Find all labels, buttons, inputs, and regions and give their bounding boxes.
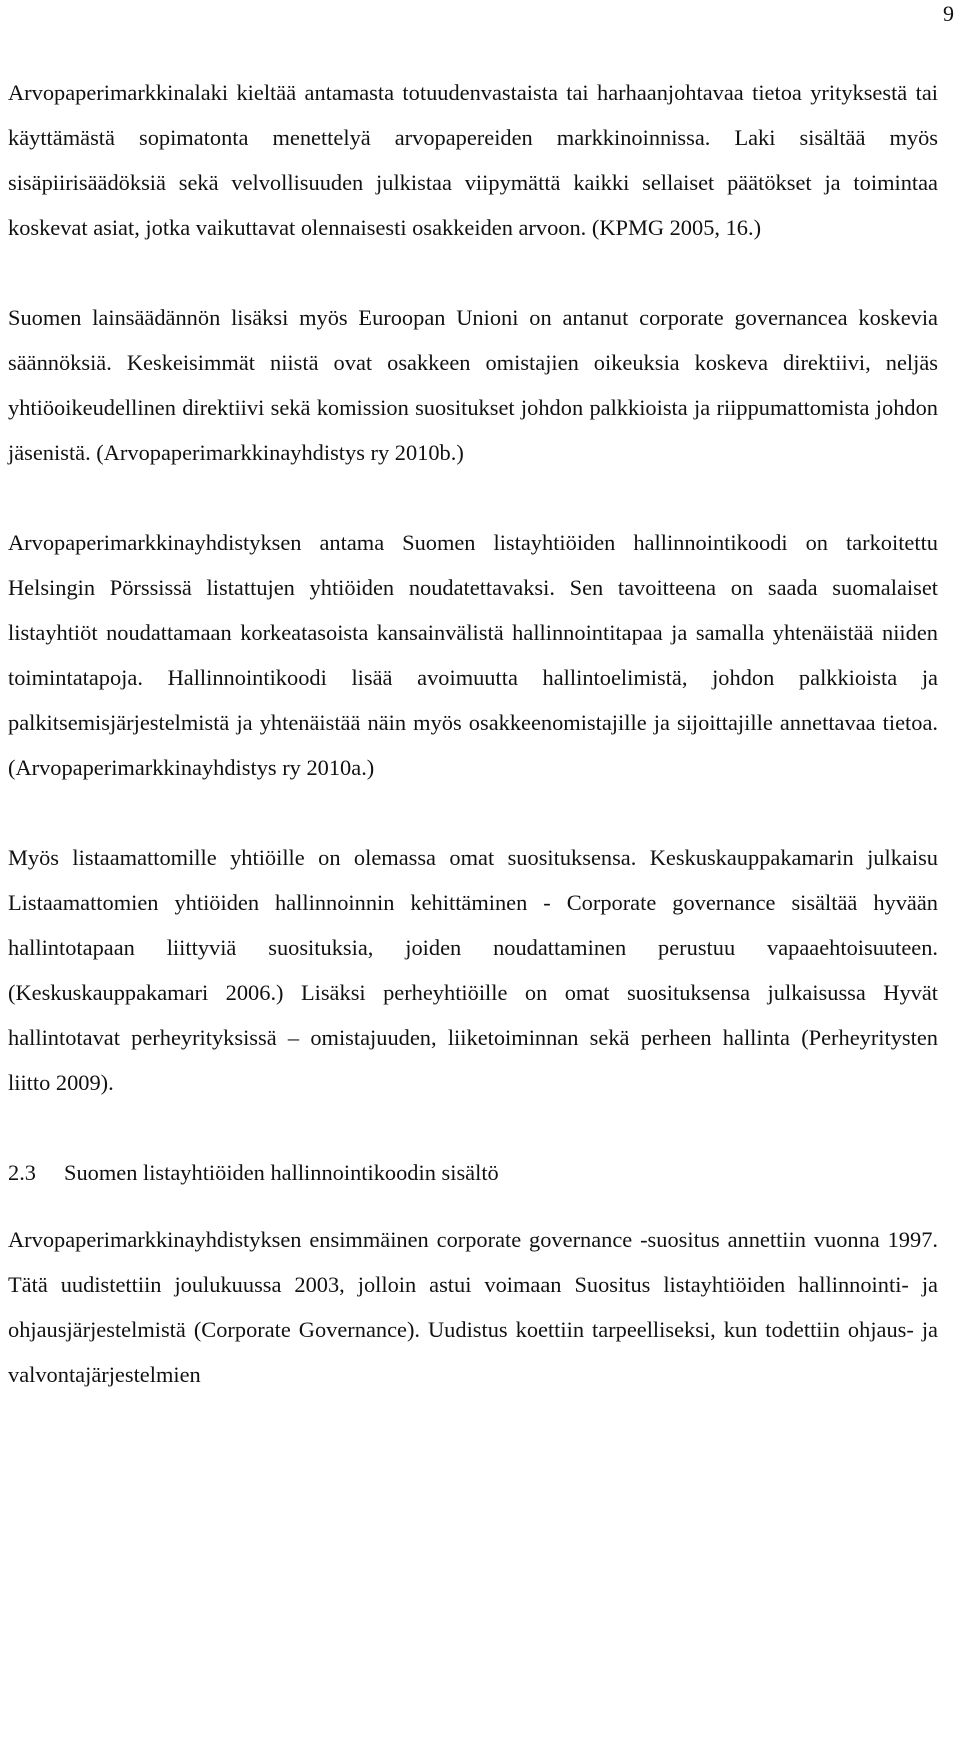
paragraph-section-intro: Arvopaperimarkkinayhdistyksen ensimmäinen corporate governance -suositus annettiin vuonna 1997. Tätä uudistettiin joulukuussa 2003, jolloin astui voimaan Suositus listayhtiöiden hallinnointi- ja ohjausjärjestelmistä (Corporate Governance). Uudistus koettiin tarpeelliseksi, kun todettiin ohjaus- ja valvontajärjestelmien bbox=[8, 1227, 938, 1387]
document-body bbox=[8, 70, 938, 1397]
paragraph-eu-regulations: Suomen lainsäädännön lisäksi myös Euroopan Unioni on antanut corporate governancea koskevia säännöksiä. Keskeisimmät niistä ovat osakkeen omistajien oikeuksia koskeva direktiivi, neljäs yhtiöoikeudellinen direktiivi sekä komission suositukset johdon palkkioista ja riippumattomista johdon jäsenistä. (Arvopaperimarkkinayhdistys ry 2010b.) bbox=[8, 305, 938, 465]
page-number: 9 bbox=[943, 1, 954, 26]
paragraph-governance-code: Arvopaperimarkkinayhdistyksen antama Suomen listayhtiöiden hallinnointikoodi on tarkoitettu Helsingin Pörssissä listattujen yhtiöiden noudatettavaksi. Sen tavoitteena on saada suomalaiset listayhtiöt noudattamaan korkeatasoista kansainvälistä hallinnointitapaa ja samalla yhtenäistää niiden toimintatapoja. Hallinnointikoodi lisää avoimuutta hallintoelimistä, johdon palkkioista ja palkitsemisjärjestelmistä ja yhtenäistää näin myös osakkeenomistajille ja sijoittajille annettavaa tietoa. (Arvopaperimarkkinayhdistys ry 2010a.) bbox=[8, 530, 938, 780]
section-number: 2.3 bbox=[8, 1160, 36, 1185]
section-title: Suomen listayhtiöiden hallinnointikoodin sisältö bbox=[64, 1160, 499, 1185]
paragraph-securities-market-act: Arvopaperimarkkinalaki kieltää antamasta totuudenvastaista tai harhaanjohtavaa tietoa yrityksestä tai käyttämästä sopimatonta menettelyä arvopapereiden markkinoinnissa. Laki sisältää myös sisäpiirisäädöksiä sekä velvollisuuden julkistaa viipymättä kaikki sellaiset päätökset ja toimintaa koskevat asiat, jotka vaikuttavat olennaisesti osakkeiden arvoon. (KPMG 2005, 16.) bbox=[8, 80, 938, 240]
section-heading bbox=[8, 1150, 938, 1195]
paragraph-unlisted-companies: Myös listaamattomille yhtiöille on olemassa omat suosituksensa. Keskuskauppakamarin julkaisu Listaamattomien yhtiöiden hallinnoinnin kehittäminen - Corporate governance sisältää hyvään hallintotapaan liittyviä suosituksia, joiden noudattaminen perustuu vapaaehtoisuuteen. (Keskuskauppakamari 2006.) Lisäksi perheyhtiöille on omat suosituksensa julkaisussa Hyvät hallintotavat perheyrityksissä – omistajuuden, liiketoiminnan sekä perheen hallinta (Perheyritysten liitto 2009). bbox=[8, 845, 938, 1095]
